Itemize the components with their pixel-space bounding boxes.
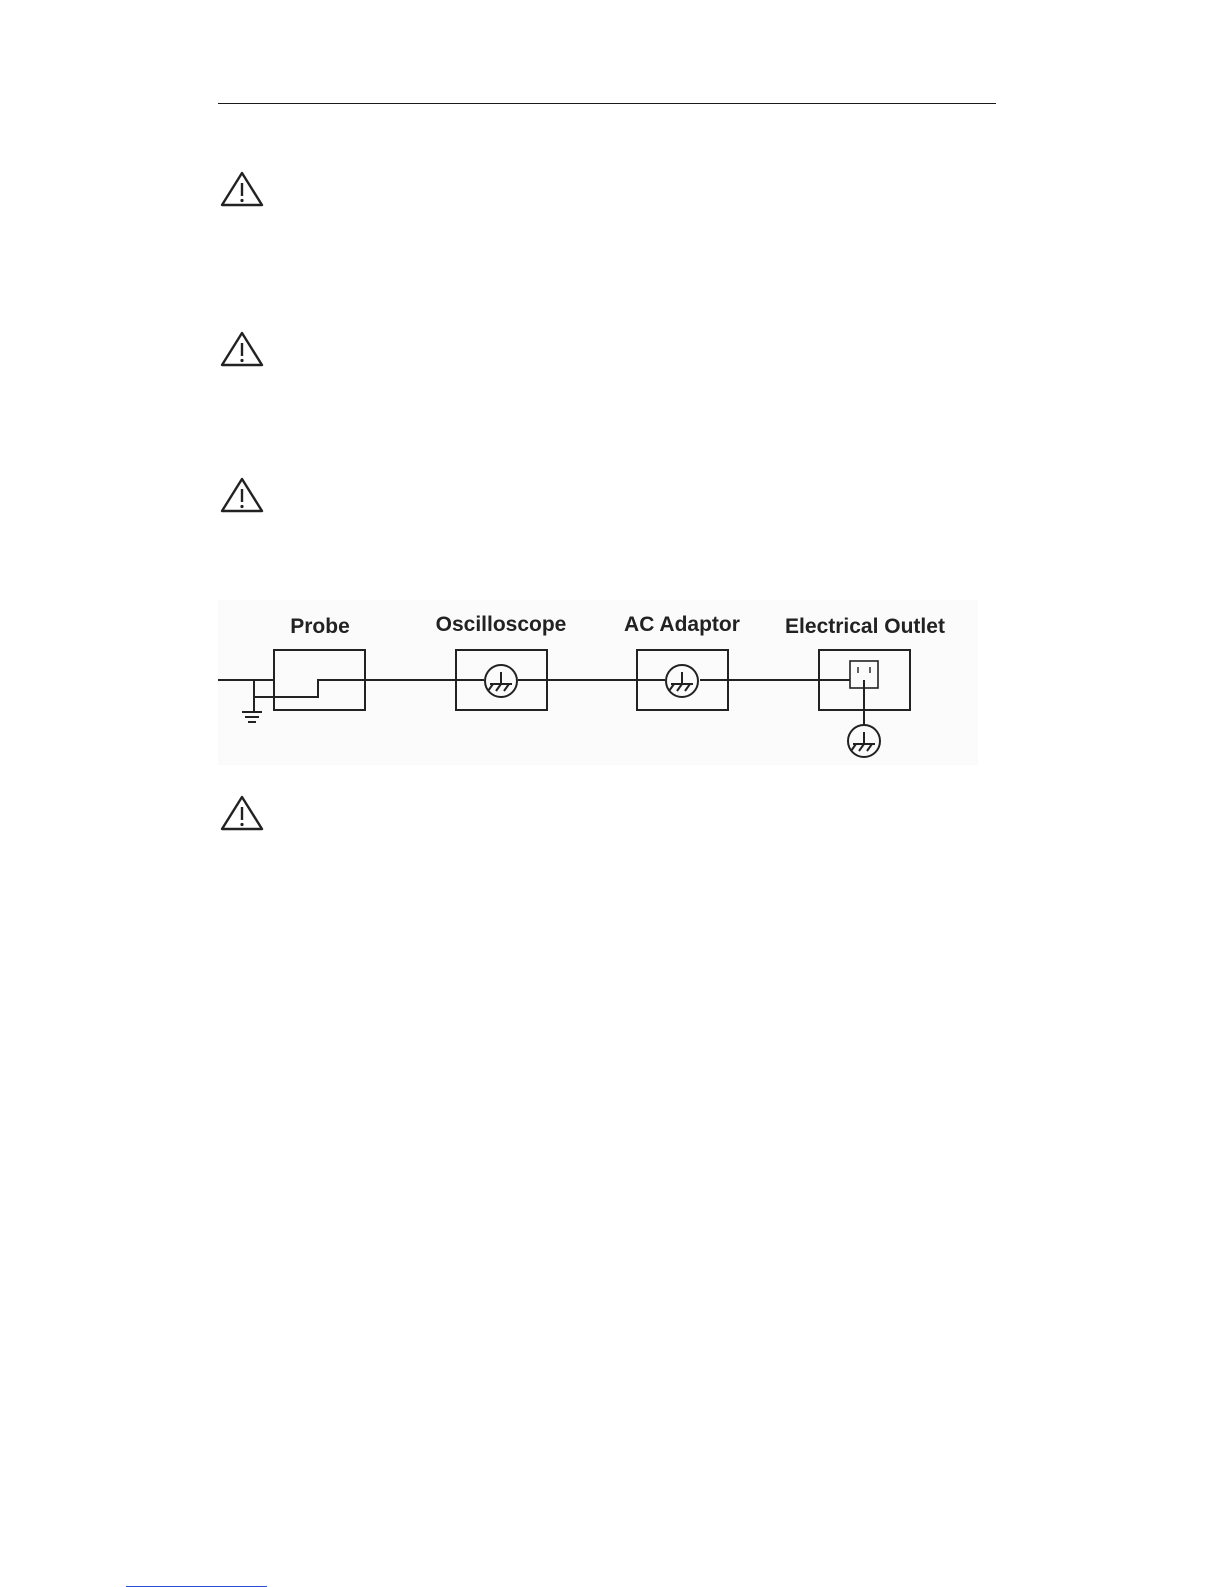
probe-label: Probe bbox=[290, 615, 350, 638]
chassis-ground-icon bbox=[485, 665, 517, 697]
probe-box bbox=[254, 650, 365, 712]
warning-triangle-icon bbox=[219, 330, 265, 368]
warning-triangle-icon bbox=[219, 170, 265, 208]
chassis-ground-icon bbox=[848, 725, 880, 757]
header-rule bbox=[218, 103, 996, 104]
earth-ground-icon bbox=[242, 712, 262, 722]
electrical-outlet-label: Electrical Outlet bbox=[785, 615, 945, 638]
electrical-outlet-box bbox=[819, 650, 910, 757]
oscilloscope-label: Oscilloscope bbox=[435, 613, 567, 636]
grounding-diagram bbox=[218, 600, 978, 765]
warning-triangle-icon bbox=[219, 794, 265, 832]
ac-adaptor-label: AC Adaptor bbox=[624, 613, 740, 636]
warning-triangle-icon bbox=[219, 476, 265, 514]
chassis-ground-icon bbox=[666, 665, 698, 697]
